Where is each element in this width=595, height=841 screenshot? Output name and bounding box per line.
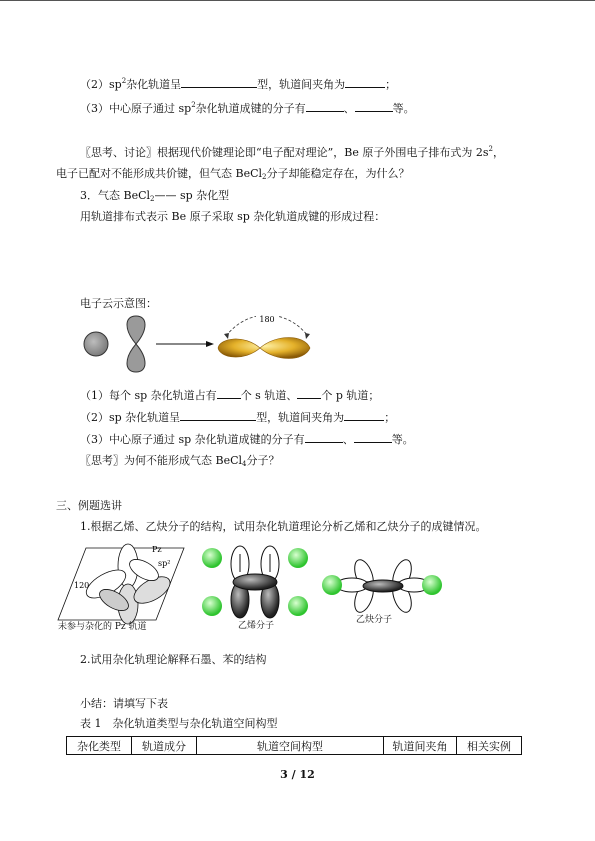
table-header-cell: 杂化类型 <box>67 737 132 755</box>
fig2-caption: 乙烯分子 <box>238 621 275 631</box>
sp-question-2: （2）sp 杂化轨道呈 型，轨道间夹角为 ； <box>80 411 396 424</box>
svg-text:180: 180 <box>259 315 275 324</box>
page-number: 3 / 12 <box>280 768 315 781</box>
example-1: 1.根据乙烯、乙炔分子的结构，试用杂化轨道理论分析乙烯和乙炔分子的成键情况。 <box>80 520 487 533</box>
orbital-diagram-instruction: 用轨道排布式表示 Be 原子采取 sp 杂化轨道成键的形成过程： <box>80 210 386 223</box>
think-becl4: 〖思考〗为何不能形成气态 BeCl$_4$分子？ <box>80 454 280 468</box>
table-header-row <box>67 737 522 755</box>
sp2-question-3: （3）中心原子通过 $sp^2$杂化轨道成键的分子有 、 等。 <box>80 101 415 115</box>
svg-text:Pz: Pz <box>152 545 162 554</box>
summary-heading: 小结：请填写下表 <box>80 697 168 710</box>
svg-text:120: 120 <box>74 581 90 590</box>
sp-question-1: （1）每个 sp 杂化轨道占有 个 s 轨道、 个 p 轨道； <box>80 389 380 402</box>
acetylene-molecule-figure <box>322 555 444 615</box>
table-header-cell: 轨道间夹角 <box>384 737 457 755</box>
fig3-caption: 乙炔分子 <box>356 615 393 625</box>
table-header-cell: 相关实例 <box>457 737 522 755</box>
discussion-line-1: 〖思考、讨论〗根据现代价键理论即“电子配对理论”，Be 原子外围电子排布式为 $2s^2$， <box>80 145 504 159</box>
s-orbital-icon <box>84 332 108 356</box>
svg-text:sp²: sp² <box>158 559 171 568</box>
ethylene-molecule-figure <box>200 544 310 624</box>
table-header-cell: 轨道空间构型 <box>197 737 384 755</box>
arrow-icon <box>206 341 214 347</box>
discussion-line-2: 电子已配对不能形成共价键，但气态 BeCl$_2$分子却能稳定存在，为什么？ <box>56 167 410 181</box>
section-heading-becl2: 3．气态 BeCl$_2$—— sp 杂化型 <box>80 189 230 203</box>
table-header-cell: 轨道成分 <box>132 737 197 755</box>
p-orbital-icon <box>127 316 145 372</box>
example-2: 2.试用杂化轨理论解释石墨、苯的结构 <box>80 653 267 666</box>
hybrid-orbital-table <box>66 736 522 755</box>
electron-cloud-label: 电子云示意图： <box>80 297 157 310</box>
sp-hybrid-cloud-diagram <box>78 310 338 382</box>
sp-orbital-lobes <box>218 338 310 359</box>
table-caption: 表 1 杂化轨道类型与杂化轨道空间构型 <box>80 717 278 730</box>
section-title: 三、例题选讲 <box>56 499 122 512</box>
page-top-rule <box>0 0 595 1</box>
sp2-question-2: $(2)sp^2$杂化轨道呈 型，轨道间夹角为 ； <box>80 77 397 91</box>
fig1-caption: 未参与杂化的 Pz 轨道 <box>58 622 147 632</box>
sp-question-3: （3）中心原子通过 sp 杂化轨道成键的分子有 、 等。 <box>80 433 414 446</box>
